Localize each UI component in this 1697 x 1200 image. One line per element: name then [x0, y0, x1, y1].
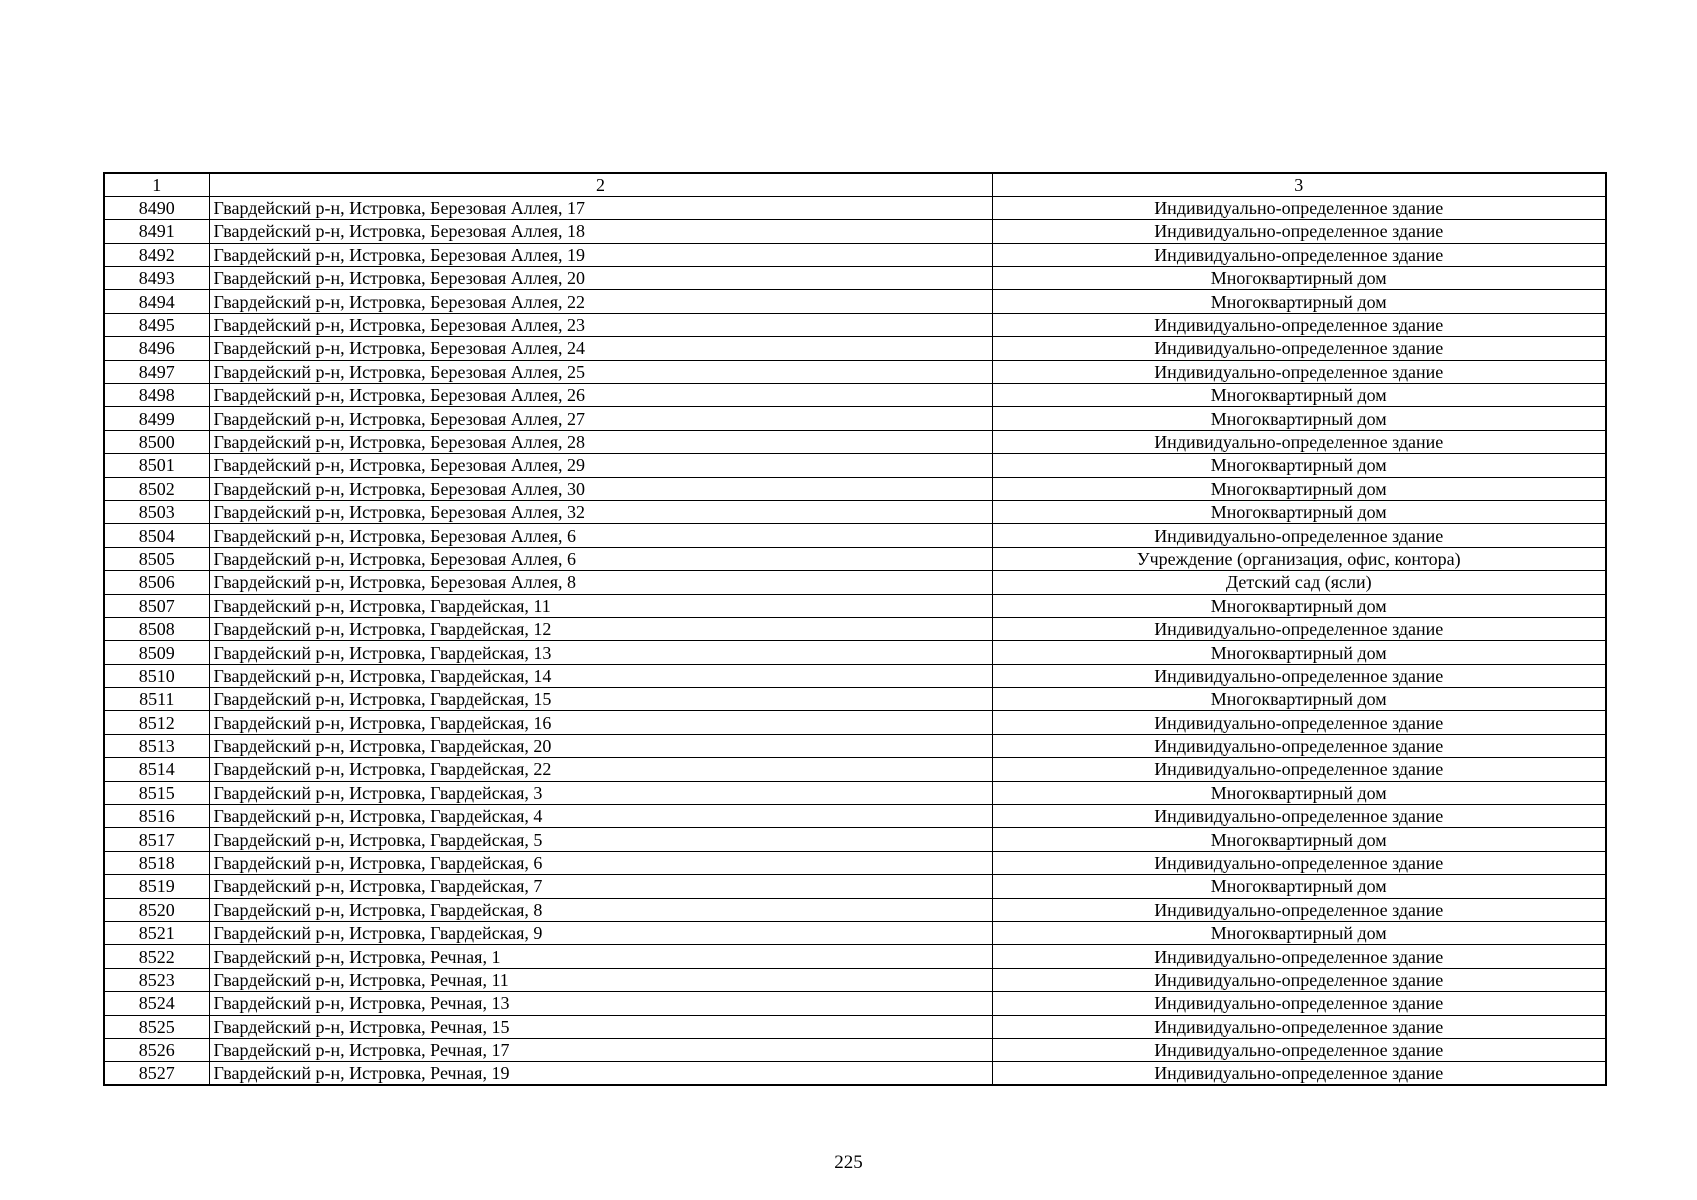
- table-row: [104, 594, 1606, 617]
- row-number-cell: 8499: [104, 407, 209, 430]
- building-type-cell: Многоквартирный дом: [992, 828, 1606, 851]
- building-type-cell: Индивидуально-определенное здание: [992, 1015, 1606, 1038]
- table-row: [104, 1038, 1606, 1061]
- building-type-cell: Индивидуально-определенное здание: [992, 337, 1606, 360]
- row-number-cell: 8516: [104, 805, 209, 828]
- address-cell: Гвардейский р-н, Истровка, Речная, 15: [209, 1015, 992, 1038]
- table-row: [104, 734, 1606, 757]
- row-number-cell: 8520: [104, 898, 209, 921]
- address-cell: Гвардейский р-н, Истровка, Березовая Аллея, 18: [209, 220, 992, 243]
- building-type-cell: Многоквартирный дом: [992, 500, 1606, 523]
- building-type-cell: Многоквартирный дом: [992, 875, 1606, 898]
- row-number-cell: 8527: [104, 1062, 209, 1085]
- building-type-cell: Индивидуально-определенное здание: [992, 196, 1606, 219]
- row-number-cell: 8500: [104, 430, 209, 453]
- row-number-cell: 8505: [104, 547, 209, 570]
- address-cell: Гвардейский р-н, Истровка, Гвардейская, 7: [209, 875, 992, 898]
- table-row: [104, 617, 1606, 640]
- address-cell: Гвардейский р-н, Истровка, Березовая Аллея, 28: [209, 430, 992, 453]
- address-cell: Гвардейский р-н, Истровка, Гвардейская, 15: [209, 688, 992, 711]
- building-type-cell: Индивидуально-определенное здание: [992, 664, 1606, 687]
- table-row: [104, 1015, 1606, 1038]
- address-cell: Гвардейский р-н, Истровка, Речная, 13: [209, 992, 992, 1015]
- address-cell: Гвардейский р-н, Истровка, Речная, 1: [209, 945, 992, 968]
- header-row: [104, 173, 1606, 196]
- building-type-cell: Многоквартирный дом: [992, 477, 1606, 500]
- building-type-cell: Учреждение (организация, офис, контора): [992, 547, 1606, 570]
- building-type-cell: Индивидуально-определенное здание: [992, 313, 1606, 336]
- table-row: [104, 875, 1606, 898]
- address-cell: Гвардейский р-н, Истровка, Березовая Аллея, 20: [209, 267, 992, 290]
- building-type-cell: Многоквартирный дом: [992, 290, 1606, 313]
- row-number-cell: 8492: [104, 243, 209, 266]
- row-number-cell: 8496: [104, 337, 209, 360]
- row-number-cell: 8517: [104, 828, 209, 851]
- building-type-cell: Индивидуально-определенное здание: [992, 430, 1606, 453]
- row-number-cell: 8523: [104, 968, 209, 991]
- table-row: [104, 267, 1606, 290]
- table-row: [104, 711, 1606, 734]
- address-cell: Гвардейский р-н, Истровка, Березовая Аллея, 32: [209, 500, 992, 523]
- building-type-cell: Многоквартирный дом: [992, 594, 1606, 617]
- address-cell: Гвардейский р-н, Истровка, Речная, 11: [209, 968, 992, 991]
- address-cell: Гвардейский р-н, Истровка, Гвардейская, 16: [209, 711, 992, 734]
- address-cell: Гвардейский р-н, Истровка, Гвардейская, 4: [209, 805, 992, 828]
- address-cell: Гвардейский р-н, Истровка, Гвардейская, 8: [209, 898, 992, 921]
- row-number-cell: 8490: [104, 196, 209, 219]
- table-row: [104, 945, 1606, 968]
- address-cell: Гвардейский р-н, Истровка, Березовая Аллея, 27: [209, 407, 992, 430]
- row-number-cell: 8519: [104, 875, 209, 898]
- header-col-1: 1: [104, 173, 209, 196]
- building-type-cell: Индивидуально-определенное здание: [992, 524, 1606, 547]
- header-col-3: 3: [992, 173, 1606, 196]
- table-row: [104, 290, 1606, 313]
- building-type-cell: Индивидуально-определенное здание: [992, 220, 1606, 243]
- table-row: [104, 664, 1606, 687]
- row-number-cell: 8518: [104, 851, 209, 874]
- building-type-cell: Индивидуально-определенное здание: [992, 734, 1606, 757]
- address-cell: Гвардейский р-н, Истровка, Гвардейская, 5: [209, 828, 992, 851]
- page-number: 225: [834, 1152, 863, 1173]
- table-row: [104, 688, 1606, 711]
- building-type-cell: Многоквартирный дом: [992, 781, 1606, 804]
- building-type-cell: Индивидуально-определенное здание: [992, 758, 1606, 781]
- table-row: [104, 1062, 1606, 1085]
- table-row: [104, 500, 1606, 523]
- row-number-cell: 8524: [104, 992, 209, 1015]
- building-type-cell: Индивидуально-определенное здание: [992, 945, 1606, 968]
- table-row: [104, 641, 1606, 664]
- building-type-cell: Многоквартирный дом: [992, 267, 1606, 290]
- building-type-cell: Многоквартирный дом: [992, 384, 1606, 407]
- row-number-cell: 8525: [104, 1015, 209, 1038]
- building-type-cell: Индивидуально-определенное здание: [992, 992, 1606, 1015]
- address-cell: Гвардейский р-н, Истровка, Гвардейская, 11: [209, 594, 992, 617]
- building-type-cell: Индивидуально-определенное здание: [992, 1038, 1606, 1061]
- table-row: [104, 313, 1606, 336]
- buildings-table: [103, 172, 1607, 1086]
- table-row: [104, 547, 1606, 570]
- table-row: [104, 828, 1606, 851]
- table-row: [104, 805, 1606, 828]
- table-row: [104, 454, 1606, 477]
- row-number-cell: 8506: [104, 571, 209, 594]
- building-type-cell: Многоквартирный дом: [992, 641, 1606, 664]
- address-cell: Гвардейский р-н, Истровка, Березовая Аллея, 6: [209, 524, 992, 547]
- table-row: [104, 337, 1606, 360]
- address-cell: Гвардейский р-н, Истровка, Гвардейская, 12: [209, 617, 992, 640]
- table-row: [104, 196, 1606, 219]
- row-number-cell: 8521: [104, 922, 209, 945]
- row-number-cell: 8511: [104, 688, 209, 711]
- address-cell: Гвардейский р-н, Истровка, Гвардейская, 20: [209, 734, 992, 757]
- table-row: [104, 922, 1606, 945]
- address-cell: Гвардейский р-н, Истровка, Березовая Аллея, 29: [209, 454, 992, 477]
- address-cell: Гвардейский р-н, Истровка, Речная, 19: [209, 1062, 992, 1085]
- building-type-cell: Индивидуально-определенное здание: [992, 360, 1606, 383]
- address-cell: Гвардейский р-н, Истровка, Березовая Аллея, 24: [209, 337, 992, 360]
- table-row: [104, 758, 1606, 781]
- row-number-cell: 8514: [104, 758, 209, 781]
- row-number-cell: 8508: [104, 617, 209, 640]
- address-cell: Гвардейский р-н, Истровка, Березовая Аллея, 26: [209, 384, 992, 407]
- table-row: [104, 571, 1606, 594]
- address-cell: Гвардейский р-н, Истровка, Березовая Аллея, 30: [209, 477, 992, 500]
- building-type-cell: Многоквартирный дом: [992, 407, 1606, 430]
- address-cell: Гвардейский р-н, Истровка, Гвардейская, 3: [209, 781, 992, 804]
- address-cell: Гвардейский р-н, Истровка, Березовая Аллея, 6: [209, 547, 992, 570]
- address-cell: Гвардейский р-н, Истровка, Гвардейская, 6: [209, 851, 992, 874]
- row-number-cell: 8493: [104, 267, 209, 290]
- table-row: [104, 430, 1606, 453]
- building-type-cell: Индивидуально-определенное здание: [992, 617, 1606, 640]
- address-cell: Гвардейский р-н, Истровка, Березовая Аллея, 8: [209, 571, 992, 594]
- row-number-cell: 8512: [104, 711, 209, 734]
- row-number-cell: 8498: [104, 384, 209, 407]
- table-header: [104, 173, 1606, 196]
- address-cell: Гвардейский р-н, Истровка, Березовая Аллея, 17: [209, 196, 992, 219]
- address-cell: Гвардейский р-н, Истровка, Речная, 17: [209, 1038, 992, 1061]
- table-row: [104, 992, 1606, 1015]
- row-number-cell: 8515: [104, 781, 209, 804]
- header-col-2: 2: [209, 173, 992, 196]
- table-row: [104, 243, 1606, 266]
- address-cell: Гвардейский р-н, Истровка, Гвардейская, 22: [209, 758, 992, 781]
- row-number-cell: 8494: [104, 290, 209, 313]
- row-number-cell: 8502: [104, 477, 209, 500]
- table-row: [104, 898, 1606, 921]
- table-row: [104, 477, 1606, 500]
- building-type-cell: Индивидуально-определенное здание: [992, 711, 1606, 734]
- building-type-cell: Индивидуально-определенное здание: [992, 243, 1606, 266]
- building-type-cell: Многоквартирный дом: [992, 454, 1606, 477]
- row-number-cell: 8504: [104, 524, 209, 547]
- address-cell: Гвардейский р-н, Истровка, Гвардейская, 9: [209, 922, 992, 945]
- table-body: [104, 196, 1606, 1085]
- row-number-cell: 8491: [104, 220, 209, 243]
- table-row: [104, 781, 1606, 804]
- row-number-cell: 8513: [104, 734, 209, 757]
- row-number-cell: 8497: [104, 360, 209, 383]
- address-cell: Гвардейский р-н, Истровка, Гвардейская, 14: [209, 664, 992, 687]
- row-number-cell: 8510: [104, 664, 209, 687]
- table-row: [104, 384, 1606, 407]
- row-number-cell: 8503: [104, 500, 209, 523]
- address-cell: Гвардейский р-н, Истровка, Гвардейская, 13: [209, 641, 992, 664]
- table-row: [104, 220, 1606, 243]
- building-type-cell: Индивидуально-определенное здание: [992, 968, 1606, 991]
- building-type-cell: Многоквартирный дом: [992, 922, 1606, 945]
- row-number-cell: 8495: [104, 313, 209, 336]
- building-type-cell: Индивидуально-определенное здание: [992, 851, 1606, 874]
- building-type-cell: Индивидуально-определенное здание: [992, 805, 1606, 828]
- building-type-cell: Индивидуально-определенное здание: [992, 1062, 1606, 1085]
- row-number-cell: 8507: [104, 594, 209, 617]
- building-type-cell: Многоквартирный дом: [992, 688, 1606, 711]
- address-cell: Гвардейский р-н, Истровка, Березовая Аллея, 19: [209, 243, 992, 266]
- table-row: [104, 851, 1606, 874]
- address-cell: Гвардейский р-н, Истровка, Березовая Аллея, 22: [209, 290, 992, 313]
- address-cell: Гвардейский р-н, Истровка, Березовая Аллея, 23: [209, 313, 992, 336]
- building-type-cell: Детский сад (ясли): [992, 571, 1606, 594]
- table-row: [104, 360, 1606, 383]
- row-number-cell: 8501: [104, 454, 209, 477]
- row-number-cell: 8522: [104, 945, 209, 968]
- address-cell: Гвардейский р-н, Истровка, Березовая Аллея, 25: [209, 360, 992, 383]
- row-number-cell: 8526: [104, 1038, 209, 1061]
- table-row: [104, 968, 1606, 991]
- row-number-cell: 8509: [104, 641, 209, 664]
- table-row: [104, 407, 1606, 430]
- building-type-cell: Индивидуально-определенное здание: [992, 898, 1606, 921]
- table-row: [104, 524, 1606, 547]
